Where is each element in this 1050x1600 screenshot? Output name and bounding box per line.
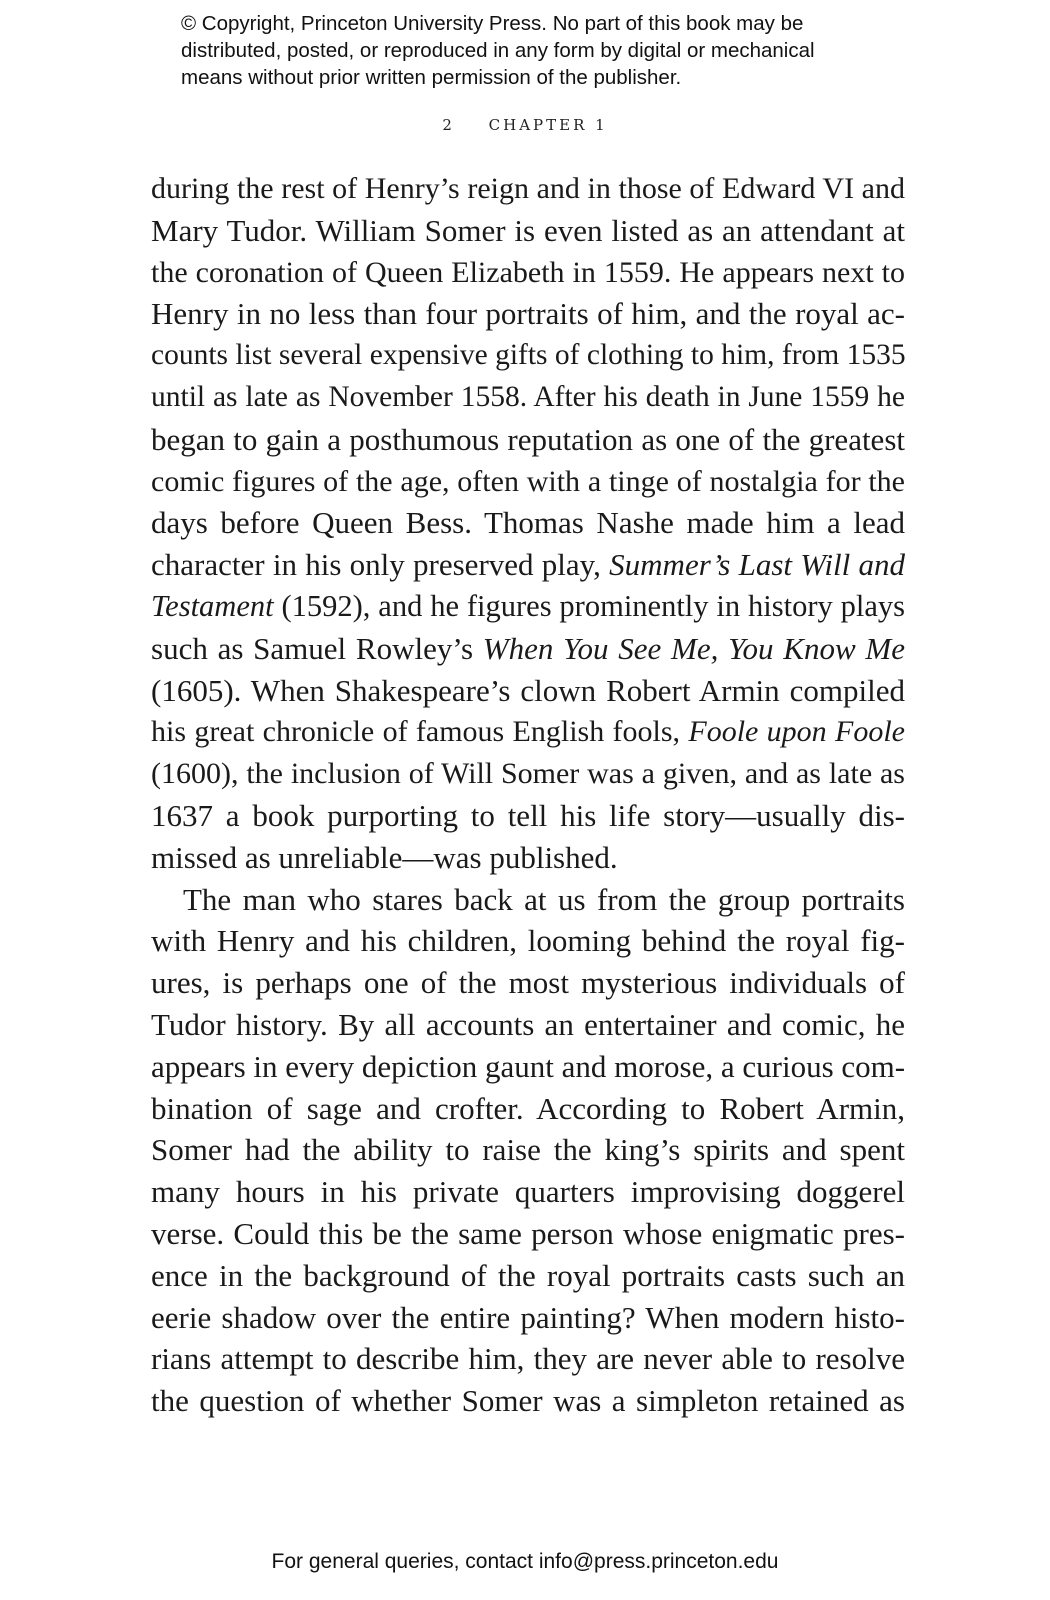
text-line: [151, 586, 905, 628]
text-line: Henry in no less than four portraits of him, and the royal ac-: [151, 296, 905, 332]
text-line: the question of whether Somer was a simpleton retained as: [151, 1383, 905, 1419]
text-line: [151, 544, 905, 586]
text-line: until as late as November 1558. After his death in June 1559 he: [151, 380, 905, 413]
italic-title: Summer’s Last Will and: [609, 547, 905, 583]
text-line: Mary Tudor. William Somer is even listed as an attendant at: [151, 212, 905, 248]
running-head: [0, 116, 1050, 134]
text-line: days before Queen Bess. Thomas Nashe made him a lead: [151, 505, 905, 541]
text-segment: his great chronicle of famous English fools,: [151, 715, 689, 749]
text-line: the coronation of Queen Elizabeth in 1559. He appears next to: [151, 255, 905, 289]
text-line: ures, is perhaps one of the most mysterious individuals of: [151, 965, 905, 1001]
text-line: ence in the background of the royal portraits casts such an: [151, 1257, 905, 1293]
text-line: missed as unreliable—was published.: [151, 839, 618, 875]
body-text: [151, 168, 905, 1422]
text-line: comic figures of the age, often with a tinge of nostalgia for the: [151, 464, 905, 498]
italic-title: When You See Me, You Know Me: [482, 630, 905, 666]
text-line: 1637 a book purporting to tell his life story—usually dis-: [151, 797, 905, 833]
text-line: [151, 628, 905, 670]
paragraph: [151, 879, 905, 1422]
footer-contact: For general queries, contact info@press.princeton.edu: [271, 1550, 779, 1573]
text-line: counts list several expensive gifts of clothing to him, from 1535: [151, 339, 906, 372]
text-line: during the rest of Henry’s reign and in those of Edward VI and: [151, 172, 905, 205]
chapter-heading: CHAPTER 1: [488, 116, 608, 134]
copyright-line: distributed, posted, or reproduced in any form by digital or mechanical: [181, 39, 815, 62]
text-line: [151, 711, 905, 753]
page-number: 2: [442, 116, 455, 134]
text-line: The man who stares back at us from the group portraits: [183, 881, 905, 917]
text-line: verse. Could this be the same person whose enigmatic pres-: [151, 1215, 905, 1251]
paragraph: [151, 168, 905, 879]
italic-title: Foole upon Foole: [688, 715, 905, 749]
text-line: with Henry and his children, looming behind the royal fig-: [151, 923, 905, 959]
italic-title: Testament: [151, 588, 274, 623]
copyright-line: means without prior written permission of the publisher.: [181, 66, 682, 89]
text-line: rians attempt to describe him, they are never able to resolve: [151, 1341, 905, 1377]
text-line: (1605). When Shakespeare’s clown Robert Armin compiled: [151, 672, 905, 708]
text-line: bination of sage and crofter. According to Robert Armin,: [151, 1090, 905, 1126]
text-line: (1600), the inclusion of Will Somer was a given, and as late as: [151, 757, 905, 791]
text-segment: (1592), and he figures prominently in history plays: [273, 588, 905, 623]
text-line: Tudor history. By all accounts an entertainer and comic, he: [151, 1006, 905, 1042]
copyright-notice: [181, 10, 941, 91]
text-segment: character in his only preserved play,: [151, 547, 610, 583]
text-line: Somer had the ability to raise the king’s spirits and spent: [151, 1132, 905, 1168]
text-line: eerie shadow over the entire painting? When modern histo-: [151, 1299, 905, 1335]
text-segment: such as Samuel Rowley’s: [151, 630, 483, 666]
text-line: many hours in his private quarters improvising doggerel: [151, 1174, 905, 1210]
text-line: appears in every depiction gaunt and morose, a curious com-: [151, 1048, 906, 1084]
copyright-line: © Copyright, Princeton University Press. No part of this book may be: [181, 12, 804, 35]
text-line: began to gain a posthumous reputation as one of the greatest: [151, 421, 905, 457]
